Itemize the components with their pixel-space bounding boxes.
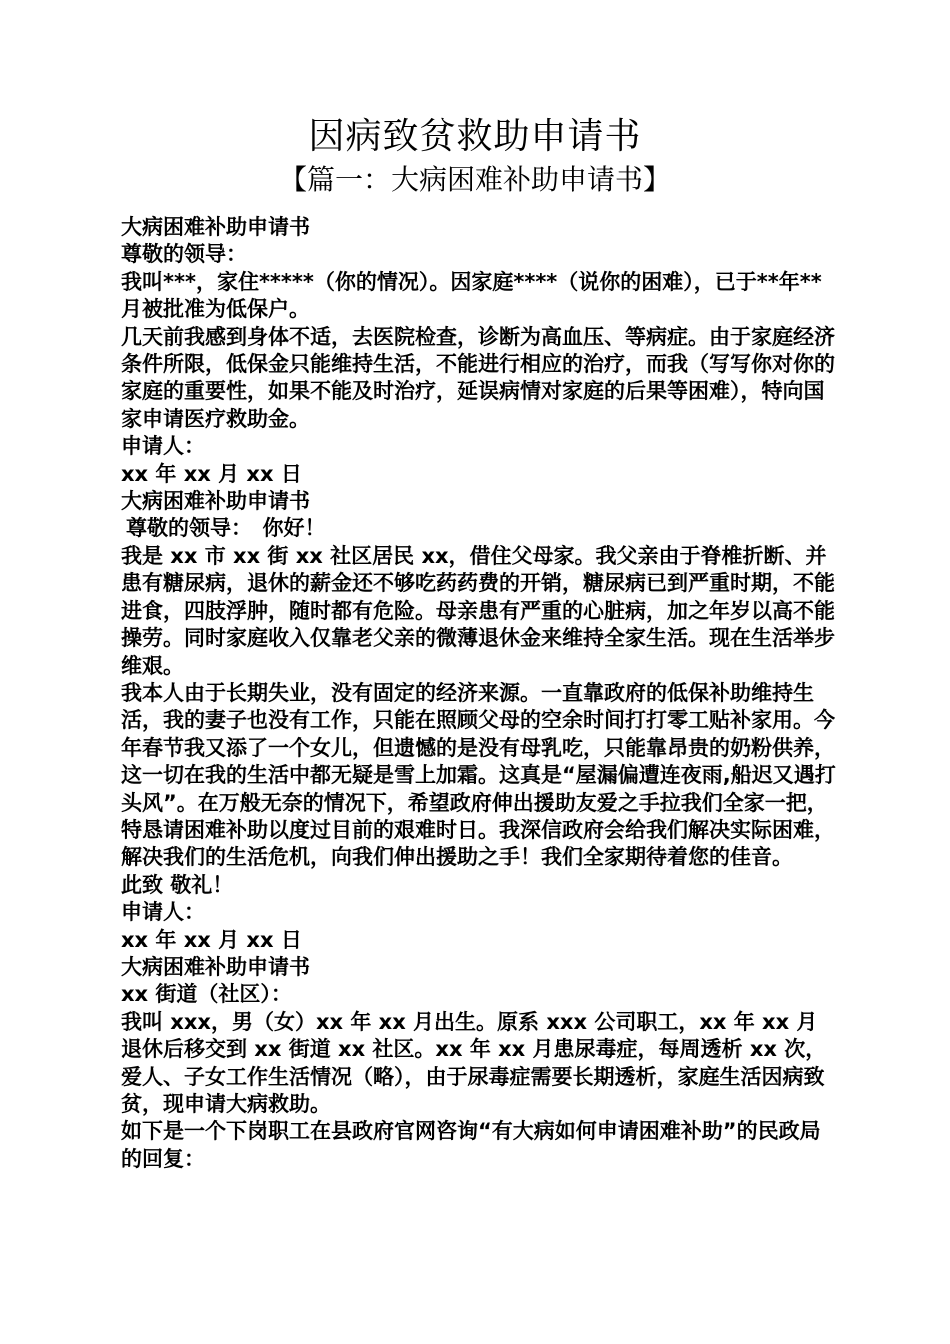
section-heading: 大病困难补助申请书 [121, 489, 310, 514]
paragraph: 我本人由于长期失业，没有固定的经济来源。一直靠政府的低保补助维持生活，我的妻子也没有工作，只能在照顾父母的空余时间打打零工贴补家用。今年春节我又添了一个女儿，但遗憾的是没有母乳吃，只能靠昂贵的奶粉供养，这一切在我的生活中都无疑是雪上加霜。这真是“屋漏偏遭连夜雨,船迟又遇打头风”。在万般无奈的情况下，希望政府伸出援助友爱之手拉我们全家一把，特恳请困难补助以度过目前的艰难时日。我深信政府会给我们解决实际困难，解决我们的生活危机，向我们伸出援助之手！我们全家期待着您的佳音。 [121, 680, 836, 870]
salutation: 尊敬的领导： [121, 242, 247, 267]
paragraph: 我是 xx 市 xx 街 xx 社区居民 xx，借住父母家。我父亲由于脊椎折断、并患有糖尿病，退休的薪金还不够吃药药费的开销，糖尿病已到严重时期，不能进食，四肢浮肿，随时都有危险。母亲患有严重的心脏病，加之年岁以高不能操劳。同时家庭收入仅靠老父亲的微薄退休金来维持全家生活。现在生活举步维艰。 [121, 543, 835, 678]
paragraph: 如下是一个下岗职工在县政府官网咨询“有大病如何申请困难补助”的民政局的回复： [121, 1119, 821, 1171]
paragraph: 我叫***，家住*****（你的情况）。因家庭****（说你的困难），已于**年**月被批准为低保户。 [121, 269, 822, 322]
document-body [116, 214, 838, 1173]
date-line: xx 年 xx 月 xx 日 [121, 927, 302, 952]
section-heading: 大病困难补助申请书 [121, 215, 310, 239]
document-title: 因病致贫救助申请书 [308, 116, 642, 157]
signature-label: 申请人： [121, 434, 205, 459]
salutation: xx 街道（社区）： [121, 982, 292, 1007]
paragraph: 我叫 xxx，男（女）xx 年 xx 月出生。原系 xxx 公司职工，xx 年 xx 月退休后移交到 xx 街道 xx 社区。xx 年 xx 月患尿毒症，每周透析 xx 次，爱人、子女工作生活情况（略），由于尿毒症需要长期透析，家庭生活因病致贫，现申请大病救助。 [121, 1009, 827, 1116]
section-heading: 大病困难补助申请书 [121, 954, 310, 979]
date-line: xx 年 xx 月 xx 日 [121, 461, 302, 486]
salutation: 尊敬的领导： 你好！ [126, 516, 326, 541]
document-subtitle: 【篇一：大病困难补助申请书】 [278, 163, 671, 196]
closing: 此致 敬礼！ [121, 872, 234, 897]
paragraph: 几天前我感到身体不适，去医院检查，诊断为高血压、等病症。由于家庭经济条件所限，低保金只能维持生活，不能进行相应的治疗，而我（写写你对你的家庭的重要性，如果不能及时治疗，延误病情对家庭的后果等困难），特向国家申请医疗救助金。 [121, 324, 835, 431]
signature-label: 申请人： [121, 900, 205, 925]
